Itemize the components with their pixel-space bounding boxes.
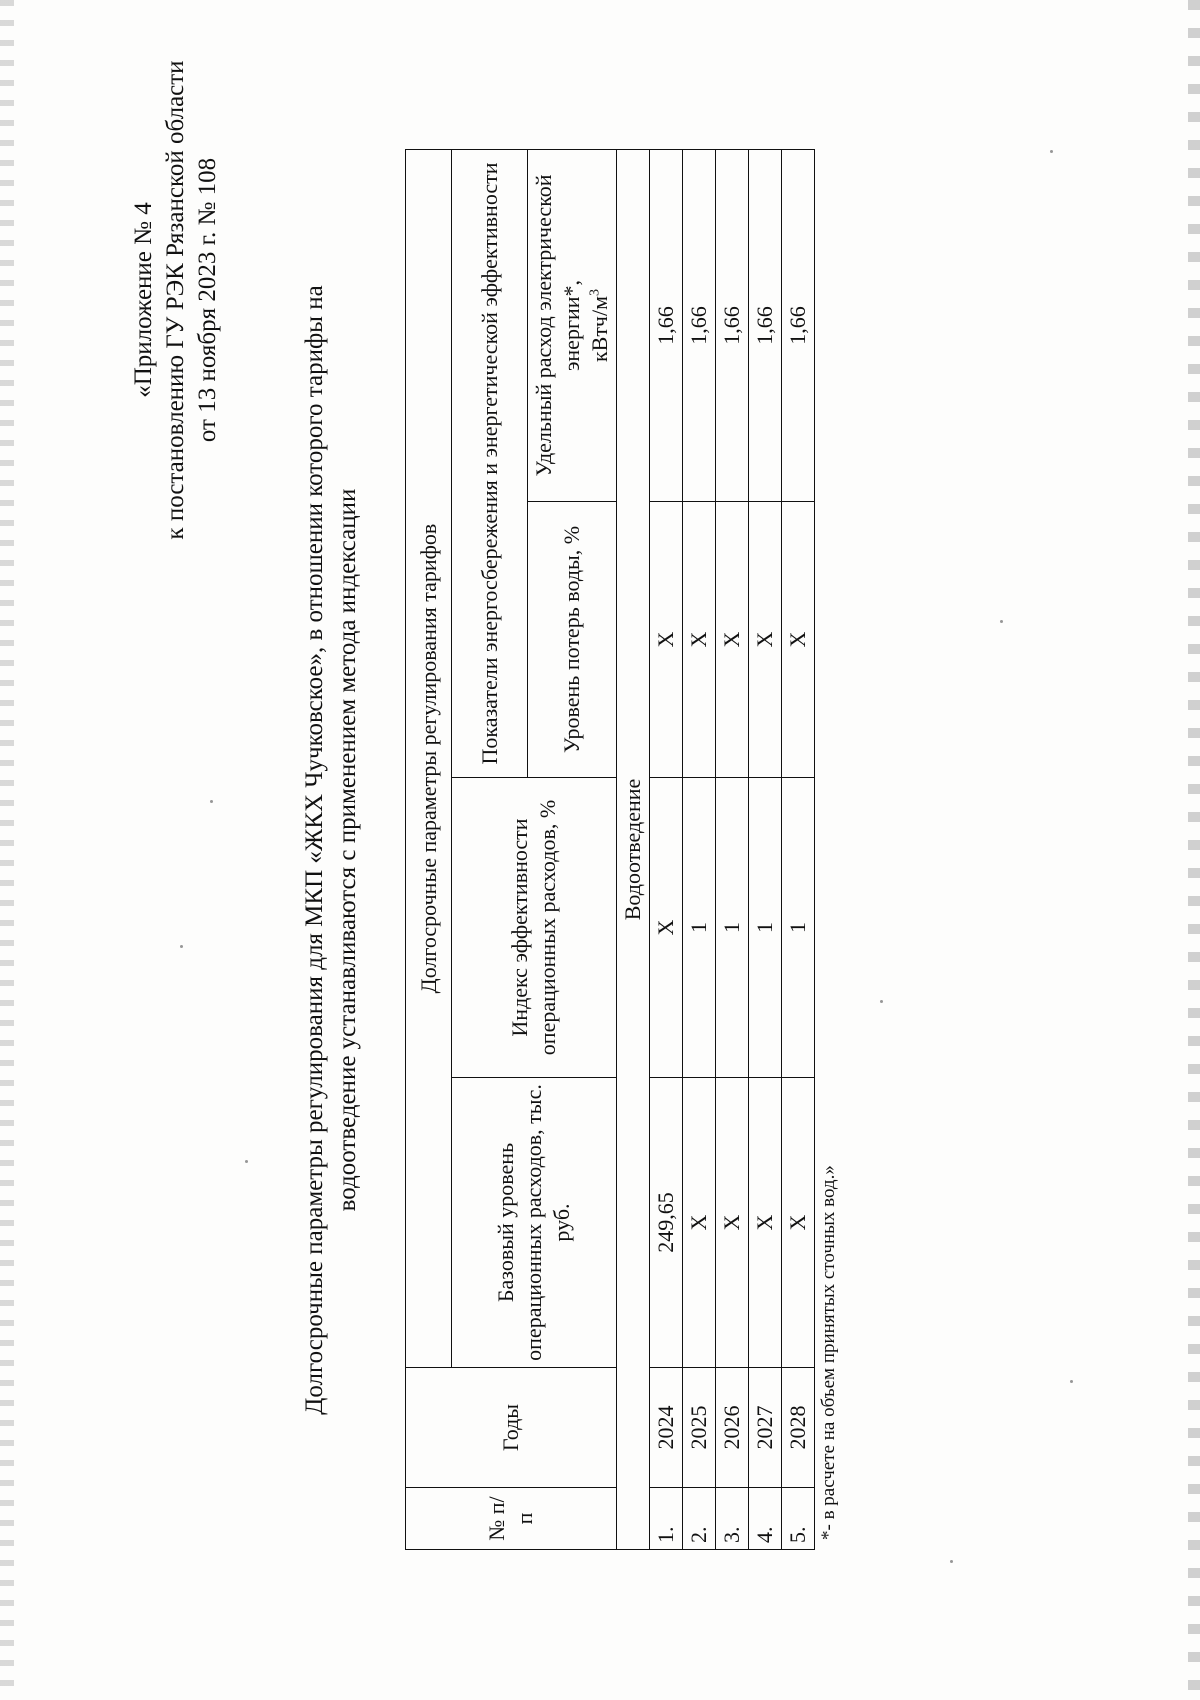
header-energy-indicators: Показатели энергосбережения и энергетической эффективности <box>452 150 528 778</box>
cell-num: 2. <box>683 1488 716 1550</box>
section-row <box>617 150 650 1550</box>
cell-efficiency-index: 1 <box>782 778 815 1078</box>
cell-base-level: X <box>782 1078 815 1368</box>
cell-water-loss: X <box>683 502 716 778</box>
cell-efficiency-index: X <box>650 778 683 1078</box>
cell-specific-energy: 1,66 <box>683 150 716 502</box>
header-row-1 <box>406 150 452 1550</box>
cell-num: 3. <box>716 1488 749 1550</box>
header-years: Годы <box>406 1368 617 1488</box>
cell-efficiency-index: 1 <box>716 778 749 1078</box>
cell-efficiency-index: 1 <box>749 778 782 1078</box>
annex-reference <box>128 40 224 560</box>
header-long-term: Долгосрочные параметры регулирования тарифов <box>406 150 452 1368</box>
cell-water-loss: X <box>716 502 749 778</box>
cell-specific-energy: 1,66 <box>650 150 683 502</box>
cell-specific-energy: 1,66 <box>782 150 815 502</box>
title-line-1: Долгосрочные параметры регулирования для МКП «ЖКХ Чучковское», в отношении которого тарифы на <box>301 285 328 1415</box>
cell-specific-energy: 1,66 <box>716 150 749 502</box>
cell-water-loss: X <box>782 502 815 778</box>
cell-efficiency-index: 1 <box>683 778 716 1078</box>
annex-line-3: от 13 ноября 2023 г. № 108 <box>194 157 221 443</box>
header-efficiency-index: Индекс эффективности операционных расходов, % <box>452 778 617 1078</box>
title-line-2: водоотведение устанавливаются с применением метода индексации <box>334 488 361 1212</box>
cell-water-loss: X <box>749 502 782 778</box>
section-label: Водоотведение <box>617 150 650 1550</box>
unit-superscript: 3 <box>587 288 603 296</box>
table-row <box>782 150 815 1550</box>
cell-year: 2024 <box>650 1368 683 1488</box>
header-specific-energy-text: Удельный расход электрической энергии*, <box>531 174 584 477</box>
footnote: *- в расчете на объем принятых сточных вод.» <box>818 1165 839 1540</box>
header-water-loss: Уровень потерь воды, % <box>528 502 617 778</box>
cell-base-level: X <box>683 1078 716 1368</box>
cell-year: 2026 <box>716 1368 749 1488</box>
annex-line-2: к постановлению ГУ РЭК Рязанской области <box>162 60 189 540</box>
cell-year: 2028 <box>782 1368 815 1488</box>
cell-base-level: X <box>716 1078 749 1368</box>
header-num: № п/п <box>406 1488 617 1550</box>
header-specific-energy-unit: кВтч/м <box>587 295 612 363</box>
cell-num: 4. <box>749 1488 782 1550</box>
cell-base-level: 249,65 <box>650 1078 683 1368</box>
cell-specific-energy: 1,66 <box>749 150 782 502</box>
table-row <box>716 150 749 1550</box>
cell-water-loss: X <box>650 502 683 778</box>
parameters-table <box>405 149 815 1550</box>
header-row-2 <box>452 150 528 1550</box>
cell-year: 2027 <box>749 1368 782 1488</box>
table-row <box>749 150 782 1550</box>
header-specific-energy <box>528 150 617 502</box>
header-base-level: Базовый уровень операционных расходов, тыс. руб. <box>452 1078 617 1368</box>
document-title <box>298 150 364 1550</box>
table-row <box>683 150 716 1550</box>
annex-line-1: «Приложение № 4 <box>130 202 157 398</box>
cell-year: 2025 <box>683 1368 716 1488</box>
cell-base-level: X <box>749 1078 782 1368</box>
table-row <box>650 150 683 1550</box>
cell-num: 5. <box>782 1488 815 1550</box>
cell-num: 1. <box>650 1488 683 1550</box>
